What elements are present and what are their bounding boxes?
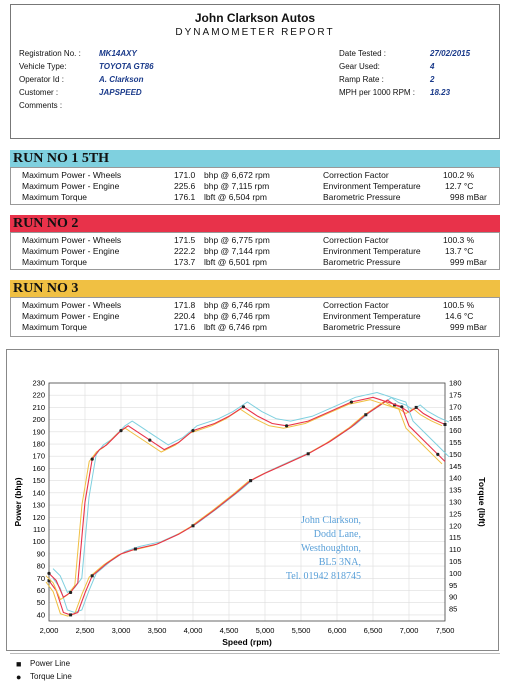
run-2-title: RUN NO 2 bbox=[10, 215, 500, 232]
y2-tick-label: 145 bbox=[449, 461, 462, 471]
x-tick-label: 4,500 bbox=[219, 626, 239, 635]
report-title: DYNAMOMETER REPORT bbox=[175, 27, 335, 38]
power-point bbox=[134, 547, 137, 550]
y-axis-label: Power (bhp) bbox=[13, 477, 23, 527]
field-operator: Operator Id : A. Clarkson bbox=[19, 75, 144, 84]
torque-point bbox=[400, 405, 403, 408]
report-header bbox=[10, 4, 500, 139]
run-2-row: Maximum Power - Wheels 171.5 bhp @ 6,775 rpm Correction Factor 100.3 % bbox=[22, 235, 475, 245]
plot-frame bbox=[49, 383, 445, 621]
power-point bbox=[364, 413, 367, 416]
square-marker-icon: ■ bbox=[16, 658, 22, 669]
y2-tick-label: 125 bbox=[449, 509, 462, 519]
series-line-power-line bbox=[46, 401, 442, 616]
y2-tick-label: 135 bbox=[449, 485, 462, 495]
circle-marker-icon: ● bbox=[16, 671, 22, 682]
y2-tick-label: 130 bbox=[449, 497, 462, 507]
field-customer: Customer : JAPSPEED bbox=[19, 88, 142, 97]
run-3-row: Maximum Torque 171.6 lbft @ 6,746 rpm Barometric Pressure 999 mBar bbox=[22, 322, 487, 332]
run-3-row: Maximum Power - Wheels 171.8 bhp @ 6,746 rpm Correction Factor 100.5 % bbox=[22, 300, 475, 310]
power-point bbox=[415, 406, 418, 409]
y2-tick-label: 85 bbox=[449, 604, 458, 614]
torque-point bbox=[119, 429, 122, 432]
torque-point bbox=[191, 429, 194, 432]
y2-tick-label: 175 bbox=[449, 390, 462, 400]
company-name: John Clarkson Autos bbox=[194, 11, 316, 25]
y-tick-label: 190 bbox=[32, 427, 45, 437]
torque-point bbox=[148, 439, 151, 442]
series-line-torque-line bbox=[53, 393, 449, 593]
y2-tick-label: 95 bbox=[449, 580, 458, 590]
run-2-rows bbox=[10, 235, 500, 268]
x-tick-label: 2,500 bbox=[75, 626, 95, 635]
power-point bbox=[444, 423, 447, 426]
power-point bbox=[307, 452, 310, 455]
legend-item-power: ■ Power Line bbox=[16, 658, 71, 669]
dyno-chart bbox=[7, 350, 498, 650]
field-date-tested: Date Tested : 27/02/2015 bbox=[339, 49, 471, 58]
x-tick-label: 5,000 bbox=[255, 626, 275, 635]
y2-tick-label: 100 bbox=[449, 568, 462, 578]
run-3-title: RUN NO 3 bbox=[10, 280, 500, 297]
y2-tick-label: 165 bbox=[449, 414, 462, 424]
x-tick-label: 7,000 bbox=[399, 626, 419, 635]
x-tick-label: 2,000 bbox=[39, 626, 59, 635]
y2-tick-label: 110 bbox=[449, 545, 461, 555]
series-line-torque-line bbox=[49, 397, 445, 597]
y2-tick-label: 180 bbox=[449, 378, 462, 388]
series-line-torque-line bbox=[46, 400, 442, 600]
y-tick-label: 120 bbox=[32, 512, 45, 522]
y-tick-label: 130 bbox=[32, 500, 45, 510]
run-1-rows bbox=[10, 170, 500, 203]
y2-tick-label: 105 bbox=[449, 557, 462, 566]
y-tick-label: 60 bbox=[36, 585, 45, 595]
y2-tick-label: 120 bbox=[449, 521, 462, 531]
x-tick-label: 6,000 bbox=[327, 626, 347, 635]
y2-tick-label: 155 bbox=[449, 438, 462, 447]
y-tick-label: 170 bbox=[32, 451, 45, 461]
torque-point bbox=[69, 591, 72, 594]
x-tick-label: 3,000 bbox=[111, 626, 131, 635]
y-tick-label: 180 bbox=[32, 439, 45, 449]
x-tick-label: 6,500 bbox=[363, 626, 383, 635]
x-tick-label: 3,500 bbox=[147, 626, 167, 635]
power-point bbox=[249, 479, 252, 482]
x-tick-label: 5,500 bbox=[291, 626, 311, 635]
field-vehicle-type: Vehicle Type: TOYOTA GT86 bbox=[19, 62, 154, 71]
y-tick-label: 200 bbox=[32, 415, 45, 425]
power-point bbox=[91, 574, 94, 577]
torque-point bbox=[91, 458, 94, 461]
run-1-row: Maximum Power - Wheels 171.0 bhp @ 6,672 rpm Correction Factor 100.2 % bbox=[22, 170, 475, 180]
y2-tick-label: 90 bbox=[449, 592, 458, 602]
y-tick-label: 210 bbox=[32, 402, 45, 412]
x-tick-label: 7,500 bbox=[435, 626, 455, 635]
header-right-fields bbox=[339, 49, 499, 104]
x-tick-label: 4,000 bbox=[183, 626, 203, 635]
y-tick-label: 150 bbox=[32, 476, 45, 486]
y-tick-label: 100 bbox=[32, 537, 45, 547]
series-line-power-line bbox=[49, 400, 445, 615]
torque-point bbox=[47, 572, 50, 575]
torque-point bbox=[242, 405, 245, 408]
y-tick-label: 220 bbox=[32, 390, 45, 400]
y2-tick-label: 115 bbox=[449, 533, 461, 543]
y-tick-label: 80 bbox=[36, 561, 45, 571]
run-2-row: Maximum Power - Engine 222.2 bhp @ 7,144 rpm Environment Temperature 13.7 °C bbox=[22, 246, 474, 256]
y-tick-label: 90 bbox=[36, 549, 45, 559]
address-stamp: John Clarkson, Dodd Lane, Westhoughton, BL5 3NA, Tel. 01942 818745 bbox=[285, 515, 361, 582]
run-1-row: Maximum Torque 176.1 lbft @ 6,504 rpm Barometric Pressure 998 mBar bbox=[22, 192, 487, 202]
y2-tick-label: 150 bbox=[449, 449, 462, 459]
chart-legend bbox=[16, 657, 72, 683]
header-left-fields bbox=[19, 49, 249, 114]
divider bbox=[10, 653, 500, 654]
y-tick-label: 50 bbox=[36, 598, 45, 608]
power-point bbox=[69, 613, 72, 616]
y-tick-label: 40 bbox=[36, 610, 45, 620]
dyno-chart-panel bbox=[6, 349, 499, 651]
field-comments: Comments : bbox=[19, 101, 63, 110]
power-point bbox=[192, 524, 195, 527]
legend-item-torque: ● Torque Line bbox=[16, 671, 72, 682]
field-mph-per-1000: MPH per 1000 RPM : 18.23 bbox=[339, 88, 451, 97]
run-3-rows bbox=[10, 300, 500, 333]
field-registration: Registration No. : MK14AXY bbox=[19, 49, 137, 58]
y2-tick-label: 160 bbox=[449, 426, 462, 436]
torque-point bbox=[436, 453, 439, 456]
y2-tick-label: 170 bbox=[449, 402, 462, 412]
run-2-row: Maximum Torque 173.7 lbft @ 6,501 rpm Barometric Pressure 999 mBar bbox=[22, 257, 487, 267]
x-axis-label: Speed (rpm) bbox=[222, 637, 272, 647]
y2-tick-label: 140 bbox=[449, 473, 462, 483]
torque-point bbox=[285, 424, 288, 427]
y-tick-label: 160 bbox=[32, 463, 45, 473]
y-tick-label: 140 bbox=[32, 488, 45, 498]
y-tick-label: 110 bbox=[33, 524, 45, 534]
run-3-row: Maximum Power - Engine 220.4 bhp @ 6,746 rpm Environment Temperature 14.6 °C bbox=[22, 311, 474, 321]
torque-point bbox=[350, 400, 353, 403]
run-1-title: RUN NO 1 5TH bbox=[10, 150, 500, 167]
field-gear-used: Gear Used: 4 bbox=[339, 62, 435, 71]
y-tick-label: 70 bbox=[36, 573, 45, 583]
y2-axis-label: Torque (lbft) bbox=[477, 477, 487, 527]
y-tick-label: 230 bbox=[32, 378, 45, 388]
run-1-row: Maximum Power - Engine 225.6 bhp @ 7,115 rpm Environment Temperature 12.7 °C bbox=[22, 181, 474, 191]
field-ramp-rate: Ramp Rate : 2 bbox=[339, 75, 435, 84]
